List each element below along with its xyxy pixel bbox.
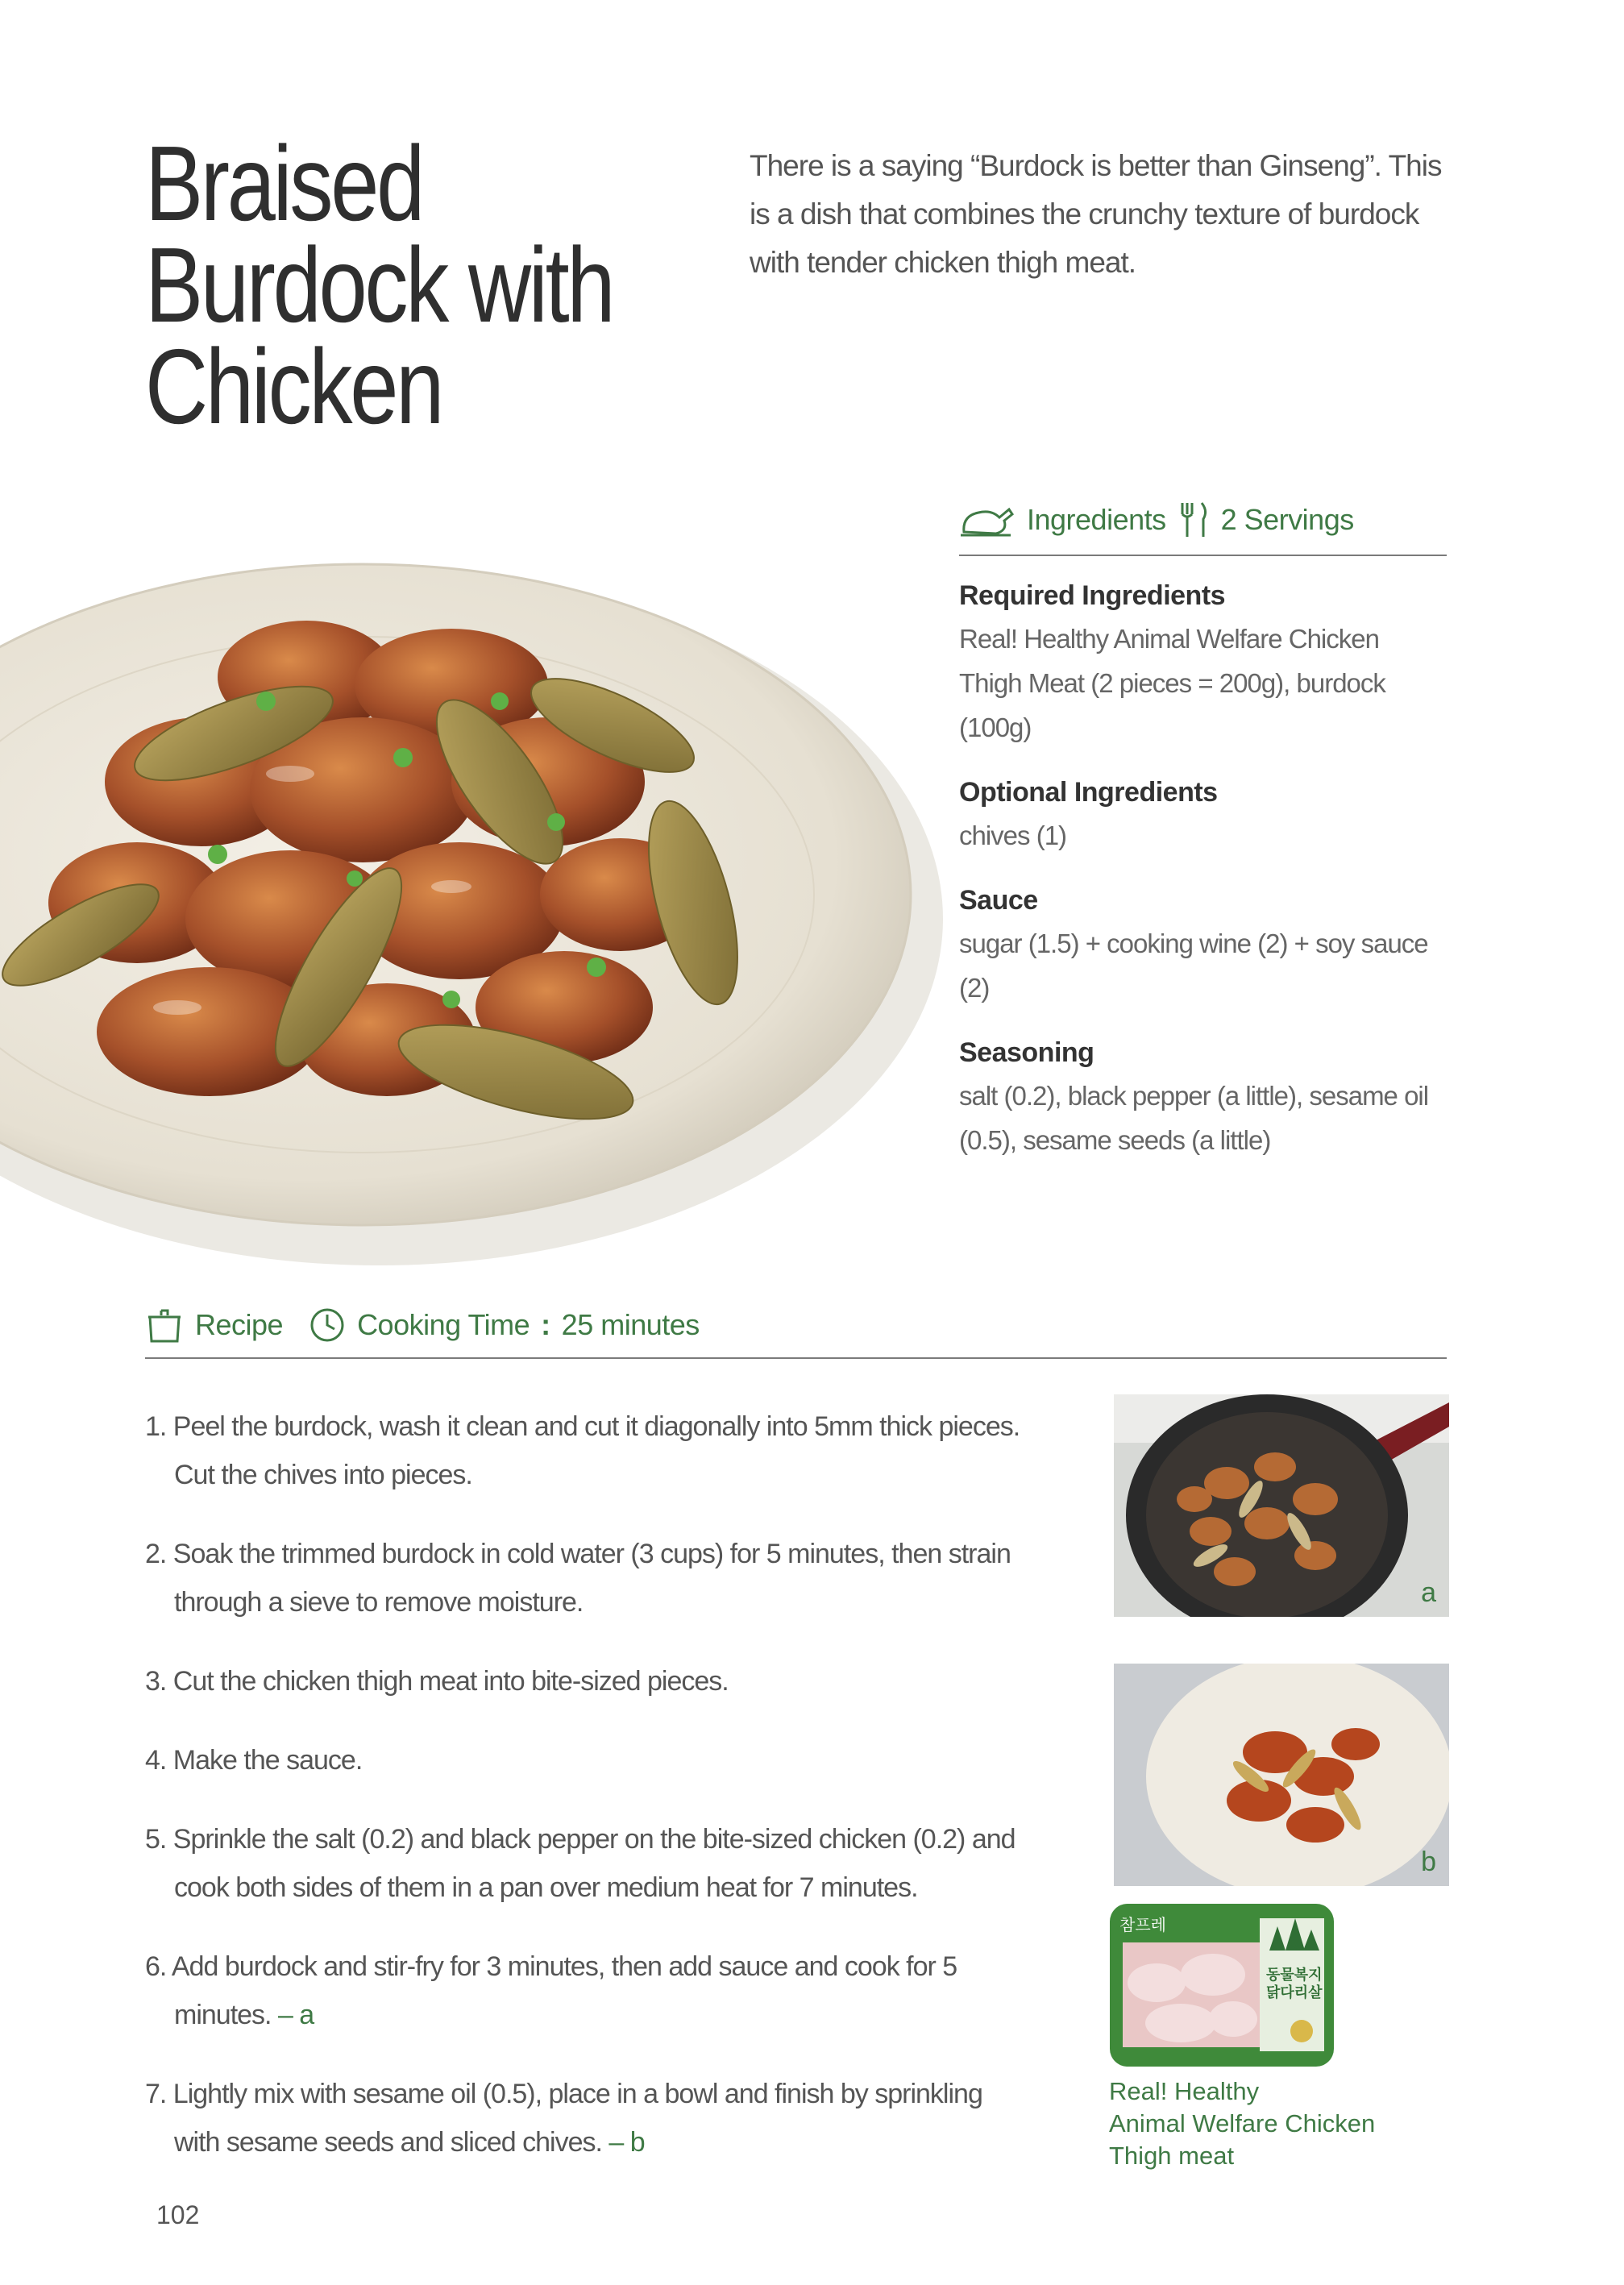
cooking-time-label: Cooking Time xyxy=(357,1308,530,1341)
photo-tag-b: b xyxy=(1421,1847,1436,1877)
recipe-step: 2. Soak the trimmed burdock in cold water (3 cups) for 5 minutes, then strain through a sieve to remove moisture. xyxy=(145,1539,1011,1618)
title-line: Chicken xyxy=(145,327,442,446)
dish-photo xyxy=(0,516,943,1265)
utensils-icon xyxy=(1178,500,1210,540)
caption-line: Animal Welfare Chicken xyxy=(1109,2109,1376,2138)
clock-icon xyxy=(309,1307,346,1344)
recipe-step: 4. Make the sauce. xyxy=(145,1745,363,1776)
divider xyxy=(959,555,1447,556)
caption-line: Real! Healthy xyxy=(1109,2077,1260,2105)
section-text: sugar (1.5) + cooking wine (2) + soy sauce (2) xyxy=(959,929,1428,1003)
recipe-step: 3. Cut the chicken thigh meat into bite-sized pieces. xyxy=(145,1666,729,1697)
caption-line: Thigh meat xyxy=(1109,2142,1235,2170)
section-heading: Optional Ingredients xyxy=(959,777,1218,808)
product-brand: 참프레 xyxy=(1119,1915,1166,1934)
section-heading: Sauce xyxy=(959,885,1038,916)
step-photo-a xyxy=(1114,1394,1449,1617)
recipe-steps xyxy=(145,1402,1032,2197)
section-text: salt (0.2), black pepper (a little), sesame oil (0.5), sesame seeds (a little) xyxy=(959,1081,1429,1155)
ingredient-section xyxy=(959,1037,1447,1162)
product-package-label: 동물복지 닭다리살 xyxy=(1266,1967,1323,2001)
section-heading: Seasoning xyxy=(959,1037,1094,1068)
page-number: 102 xyxy=(156,2200,200,2229)
cooking-time-value: 25 minutes xyxy=(561,1308,700,1341)
ingredients-header xyxy=(959,500,1447,556)
recipe-header xyxy=(145,1306,1447,1359)
ingredient-section xyxy=(959,580,1447,750)
chicken-icon xyxy=(959,501,1016,538)
recipe-step: 5. Sprinkle the salt (0.2) and black pepper on the bite-sized chicken (0.2) and cook both sides of them in a pan over medium heat for 7 minutes. xyxy=(145,1824,1016,1903)
ingredient-section xyxy=(959,885,1447,1010)
section-heading: Required Ingredients xyxy=(959,580,1226,611)
section-text: Real! Healthy Animal Welfare Chicken Thigh Meat (2 pieces = 200g), burdock (100g) xyxy=(959,624,1385,742)
recipe-step: 1. Peel the burdock, wash it clean and cut it diagonally into 5mm thick pieces. Cut the chives into pieces. xyxy=(145,1411,1020,1490)
product-caption xyxy=(1109,2075,1447,2172)
divider xyxy=(145,1357,1447,1359)
step-photo-b xyxy=(1114,1664,1449,1886)
ingredients-label: Ingredients xyxy=(1027,503,1166,536)
intro-text: There is a saying “Burdock is better than Ginseng”. This is a dish that combines the crunchy texture of burdock with tender chicken thigh meat. xyxy=(750,149,1442,279)
photo-tag-a: a xyxy=(1421,1577,1436,1608)
ingredient-list xyxy=(959,580,1447,1162)
product-package xyxy=(1108,1902,1335,2068)
title-line: Braised xyxy=(145,124,423,243)
servings-label: 2 Servings xyxy=(1220,503,1354,536)
cooking-time-separator: : xyxy=(541,1308,550,1341)
recipe-step: 7. Lightly mix with sesame oil (0.5), place in a bowl and finish by sprinkling with sesame seeds and sliced chives. – b xyxy=(145,2079,982,2158)
title-line: Burdock with xyxy=(145,226,613,344)
page-title xyxy=(145,124,613,446)
ingredient-section xyxy=(959,777,1447,858)
pot-icon xyxy=(145,1306,184,1344)
section-text: chives (1) xyxy=(959,821,1067,850)
recipe-step: 6. Add burdock and stir-fry for 3 minutes, then add sauce and cook for 5 minutes. – a xyxy=(145,1951,957,2030)
recipe-label: Recipe xyxy=(195,1308,284,1341)
